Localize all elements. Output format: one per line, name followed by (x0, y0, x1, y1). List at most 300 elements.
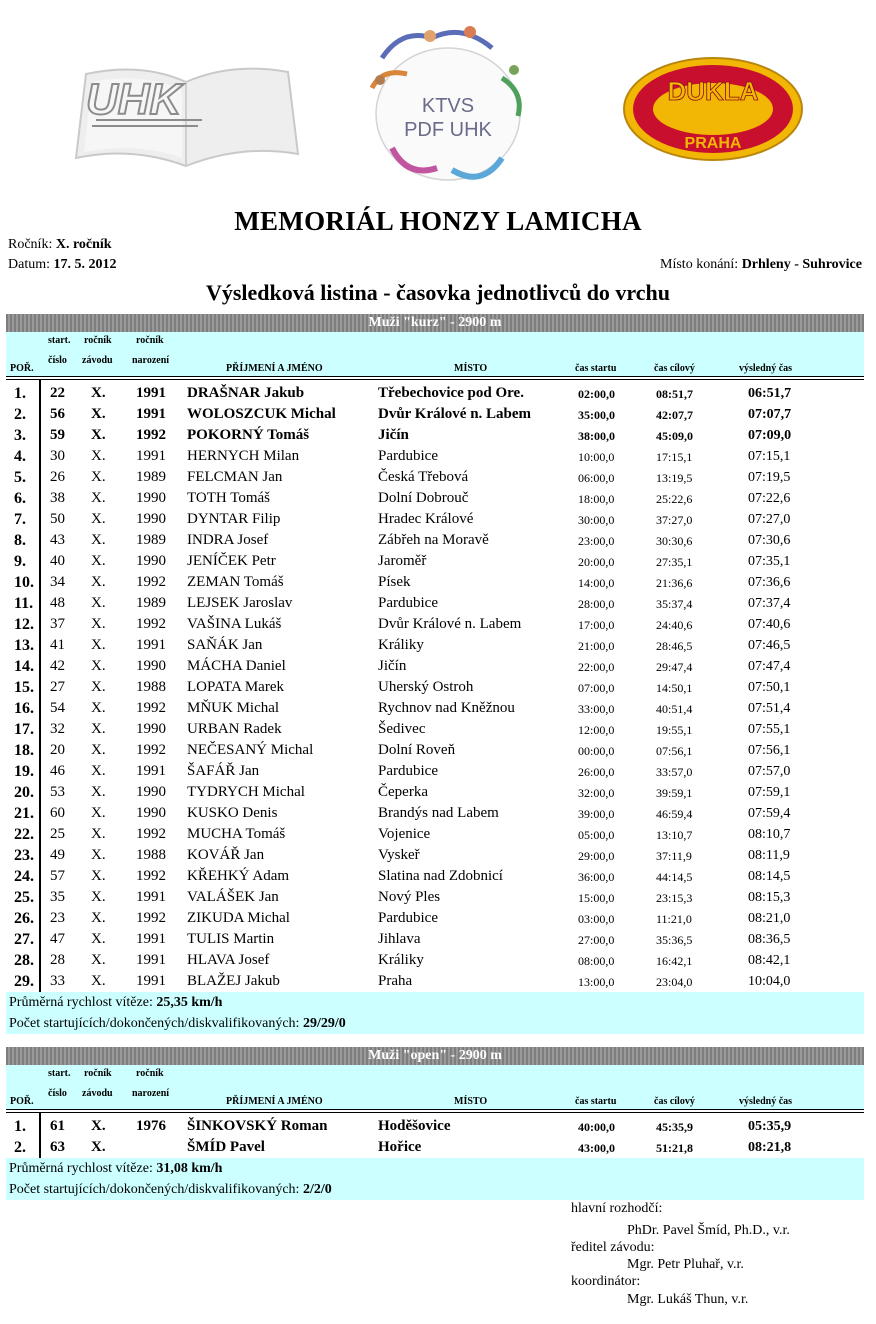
start-number: 38 (50, 490, 65, 506)
competitor-name: ŠINKOVSKÝ Roman (187, 1118, 328, 1134)
col-tfin: čas cílový (654, 1096, 695, 1107)
col-pos: POŘ. (10, 1096, 34, 1107)
finish-time: 13:19,5 (656, 471, 693, 485)
competitor-place: Uherský Ostroh (378, 679, 474, 695)
table-row (6, 782, 864, 803)
finish-time: 51:21,8 (656, 1141, 693, 1155)
start-time: 22:00,0 (578, 660, 615, 674)
competitor-name: HERNYCH Milan (187, 448, 300, 464)
start-time: 43:00,0 (578, 1141, 615, 1155)
position: 3. (14, 427, 26, 444)
results-subtitle: Výsledková listina - časovka jednotlivců do vrchu (205, 280, 671, 305)
birth-year: 1990 (136, 553, 166, 569)
start-number: 37 (50, 616, 65, 632)
start-time: 13:00,0 (578, 975, 615, 989)
start-number: 40 (50, 553, 65, 569)
finish-time: 17:15,1 (656, 450, 693, 464)
birth-year: 1992 (136, 427, 166, 443)
finish-time: 23:04,0 (656, 975, 693, 989)
start-time: 12:00,0 (578, 723, 615, 737)
competitor-place: Vyskeř (378, 847, 420, 863)
competitor-name: DRAŠNAR Jakub (187, 385, 305, 401)
competitor-name: ŠMÍD Pavel (187, 1139, 265, 1155)
competitor-name: TOTH Tomáš (187, 490, 270, 506)
competitor-place: Jičín (378, 658, 407, 674)
column-divider (39, 1113, 41, 1158)
competitor-place: Králiky (378, 952, 424, 968)
results-table-kurz (6, 380, 864, 992)
count-value: 29/29/0 (302, 1016, 346, 1031)
position: 11. (14, 595, 34, 612)
count-label: Počet startujících/dokončených/diskvalifikovaných: (9, 1182, 300, 1197)
race-edition: X. (91, 889, 106, 905)
position: 25. (14, 889, 34, 906)
race-edition: X. (91, 553, 106, 569)
start-time: 15:00,0 (578, 891, 615, 905)
competitor-name: ZIKUDA Michal (187, 910, 290, 926)
competitor-name: URBAN Radek (187, 721, 282, 737)
table-row (6, 719, 864, 740)
birth-year: 1991 (136, 385, 166, 401)
birth-year: 1991 (136, 931, 166, 947)
competitor-place: Třebechovice pod Ore. (378, 385, 524, 401)
finish-time: 46:59,4 (656, 807, 693, 821)
table-row (6, 614, 864, 635)
competitor-name: MÁCHA Daniel (187, 658, 286, 674)
finish-time: 42:07,7 (656, 408, 693, 422)
col-tres: výsledný čas (739, 1096, 793, 1107)
competitor-name: TYDRYCH Michal (187, 784, 305, 800)
table-row (6, 404, 864, 425)
race-edition: X. (91, 973, 106, 989)
position: 14. (14, 658, 34, 675)
finish-time: 33:57,0 (656, 765, 693, 779)
position: 7. (14, 511, 26, 528)
result-time: 08:11,9 (748, 848, 790, 863)
table-row (6, 425, 864, 446)
race-edition: X. (91, 658, 106, 674)
table-row (6, 572, 864, 593)
birth-year: 1988 (136, 679, 166, 695)
result-time: 08:21,0 (748, 911, 791, 926)
competitor-place: Jaroměř (378, 553, 427, 569)
section-summary (6, 992, 864, 1034)
finish-time: 37:11,9 (656, 849, 692, 863)
competitor-name: KUSKO Denis (187, 805, 278, 821)
start-time: 35:00,0 (578, 408, 615, 422)
finish-time: 19:55,1 (656, 723, 693, 737)
finish-time: 13:10,7 (656, 828, 693, 842)
results-table-open (6, 1113, 864, 1158)
result-time: 05:35,9 (748, 1119, 792, 1134)
race-edition: X. (91, 952, 106, 968)
col-place: MÍSTO (454, 363, 488, 374)
position: 8. (14, 532, 26, 549)
race-edition: X. (91, 532, 106, 548)
competitor-place: Dolní Roveň (378, 742, 456, 758)
table-row (6, 551, 864, 572)
birth-year: 1991 (136, 889, 166, 905)
competitor-name: DYNTAR Filip (187, 511, 281, 527)
race-edition: X. (91, 1118, 106, 1134)
position: 1. (14, 385, 26, 402)
misto-line (660, 257, 862, 273)
col-nar-1: ročník (136, 335, 164, 346)
position: 9. (14, 553, 26, 570)
start-number: 34 (50, 574, 65, 590)
table-row (6, 845, 864, 866)
section-title: Muži "kurz" - 2900 m (6, 314, 864, 332)
table-row (6, 824, 864, 845)
competitor-name: BLAŽEJ Jakub (187, 973, 280, 989)
avg-speed-line (6, 992, 864, 1013)
start-time: 02:00,0 (578, 387, 615, 401)
start-time: 20:00,0 (578, 555, 615, 569)
competitor-place: Jihlava (378, 931, 421, 947)
start-time: 38:00,0 (578, 429, 615, 443)
table-row (6, 488, 864, 509)
birth-year: 1992 (136, 826, 166, 842)
start-number: 32 (50, 721, 65, 737)
table-row (6, 656, 864, 677)
birth-year: 1990 (136, 784, 166, 800)
birth-year: 1992 (136, 910, 166, 926)
start-number: 30 (50, 448, 65, 464)
count-label: Počet startujících/dokončených/diskvalifikovaných: (9, 1016, 300, 1031)
competitor-name: INDRA Josef (187, 532, 269, 548)
start-number: 33 (50, 973, 65, 989)
race-edition: X. (91, 805, 106, 821)
table-row (6, 950, 864, 971)
col-name: PŘÍJMENÍ A JMÉNO (226, 1096, 323, 1107)
competitor-name: LEJSEK Jaroslav (187, 595, 293, 611)
race-edition: X. (91, 595, 106, 611)
race-edition: X. (91, 574, 106, 590)
finish-time: 23:15,3 (656, 891, 693, 905)
result-time: 07:15,1 (748, 449, 791, 464)
misto-label: Místo konání: (660, 257, 739, 272)
start-number: 47 (50, 931, 65, 947)
result-time: 08:21,8 (748, 1140, 792, 1155)
column-header (6, 1065, 864, 1109)
col-place: MÍSTO (454, 1096, 488, 1107)
competitor-name: VALÁŠEK Jan (187, 889, 279, 905)
result-time: 07:46,5 (748, 638, 791, 653)
position: 23. (14, 847, 34, 864)
finish-time: 35:36,5 (656, 933, 693, 947)
start-number: 49 (50, 847, 65, 863)
result-time: 07:55,1 (748, 722, 791, 737)
result-time: 07:27,0 (748, 512, 791, 527)
competitor-place: Písek (378, 574, 411, 590)
finish-time: 45:09,0 (656, 429, 693, 443)
competitor-place: Dvůr Králové n. Labem (378, 406, 532, 422)
position: 1. (14, 1118, 26, 1135)
start-number: 27 (50, 679, 65, 695)
competitor-name: ZEMAN Tomáš (187, 574, 284, 590)
race-edition: X. (91, 469, 106, 485)
col-tstart: čas startu (575, 1096, 617, 1107)
finish-time: 11:21,0 (656, 912, 692, 926)
competitor-place: Praha (378, 973, 413, 989)
col-roc-1: ročník (84, 1068, 112, 1079)
sig-role-1: hlavní rozhodčí: (571, 1201, 663, 1216)
table-row (6, 446, 864, 467)
finish-time: 45:35,9 (656, 1120, 693, 1134)
finish-time: 37:27,0 (656, 513, 693, 527)
result-time: 08:36,5 (748, 932, 791, 947)
competitor-place: Jičín (378, 427, 409, 443)
start-time: 07:00,0 (578, 681, 615, 695)
start-time: 06:00,0 (578, 471, 615, 485)
race-edition: X. (91, 679, 106, 695)
col-start-2: číslo (48, 1088, 67, 1099)
table-row (6, 593, 864, 614)
birth-year: 1989 (136, 532, 166, 548)
birth-year: 1991 (136, 448, 166, 464)
table-row (6, 929, 864, 950)
competitor-place: Nový Ples (378, 889, 441, 905)
start-time: 18:00,0 (578, 492, 615, 506)
praha-text: PRAHA (684, 135, 742, 152)
count-line (6, 1013, 864, 1034)
competitor-place: Rychnov nad Kněžnou (378, 700, 515, 716)
result-time: 07:36,6 (748, 575, 791, 590)
start-time: 33:00,0 (578, 702, 615, 716)
finish-time: 44:14,5 (656, 870, 693, 884)
dukla-text: DUKLA (667, 76, 759, 106)
birth-year: 1990 (136, 721, 166, 737)
position: 27. (14, 931, 34, 948)
ktvs-line1: KTVS (421, 95, 475, 117)
start-number: 57 (50, 868, 65, 884)
competitor-place: Brandýs nad Labem (378, 805, 499, 821)
birth-year: 1990 (136, 658, 166, 674)
birth-year: 1991 (136, 406, 166, 422)
table-row (6, 971, 864, 992)
count-value: 2/2/0 (302, 1182, 332, 1197)
table-row (6, 866, 864, 887)
start-number: 63 (50, 1139, 65, 1155)
logo-strip (0, 0, 876, 200)
table-row (6, 908, 864, 929)
race-edition: X. (91, 826, 106, 842)
start-time: 21:00,0 (578, 639, 615, 653)
col-tfin: čas cílový (654, 363, 695, 374)
finish-time: 16:42,1 (656, 954, 693, 968)
result-time: 07:56,1 (748, 743, 791, 758)
position: 6. (14, 490, 26, 507)
finish-time: 14:50,1 (656, 681, 693, 695)
rocnik-value: X. ročník (55, 237, 112, 252)
result-time: 08:42,1 (748, 953, 791, 968)
birth-year: 1991 (136, 637, 166, 653)
start-time: 14:00,0 (578, 576, 615, 590)
competitor-place: Hořice (378, 1139, 422, 1155)
result-time: 07:40,6 (748, 617, 791, 632)
position: 2. (14, 406, 26, 423)
start-number: 28 (50, 952, 65, 968)
col-roc-2: závodu (82, 1088, 113, 1099)
datum-value: 17. 5. 2012 (53, 257, 117, 272)
start-number: 56 (50, 406, 65, 422)
race-edition: X. (91, 868, 106, 884)
table-row (6, 635, 864, 656)
competitor-name: SAŇÁK Jan (187, 637, 263, 653)
start-number: 43 (50, 532, 65, 548)
uhk-logo-text: UHK (86, 75, 182, 124)
finish-time: 27:35,1 (656, 555, 693, 569)
competitor-place: Pardubice (378, 595, 438, 611)
result-time: 07:47,4 (748, 659, 791, 674)
result-time: 07:59,1 (748, 785, 791, 800)
competitor-name: FELCMAN Jan (187, 469, 283, 485)
column-header (6, 332, 864, 376)
start-time: 26:00,0 (578, 765, 615, 779)
birth-year: 1991 (136, 973, 166, 989)
competitor-place: Hradec Králové (378, 511, 474, 527)
competitor-name: WOLOSZCUK Michal (187, 406, 336, 422)
rocnik-line (8, 237, 112, 253)
ktvs-line2: PDF UHK (404, 119, 492, 141)
start-time: 27:00,0 (578, 933, 615, 947)
race-edition: X. (91, 1139, 106, 1155)
race-edition: X. (91, 448, 106, 464)
sig-name-1: PhDr. Pavel Šmíd, Ph.D., v.r. (627, 1223, 790, 1238)
position: 5. (14, 469, 26, 486)
result-time: 07:22,6 (748, 491, 791, 506)
table-row (6, 383, 864, 404)
sig-role-2: ředitel závodu: (571, 1240, 655, 1255)
start-time: 10:00,0 (578, 450, 615, 464)
result-time: 07:19,5 (748, 470, 791, 485)
col-start-1: start. (48, 1068, 71, 1079)
avg-speed-value: 25,35 km/h (156, 995, 223, 1010)
race-edition: X. (91, 637, 106, 653)
result-time: 08:15,3 (748, 890, 791, 905)
competitor-place: Čeperka (378, 784, 428, 800)
competitor-name: LOPATA Marek (187, 679, 284, 695)
start-number: 50 (50, 511, 65, 527)
col-pos: POŘ. (10, 363, 34, 374)
table-row (6, 887, 864, 908)
datum-label: Datum: (8, 257, 50, 272)
race-edition: X. (91, 742, 106, 758)
start-number: 48 (50, 595, 65, 611)
result-time: 07:09,0 (748, 428, 792, 443)
competitor-name: MUCHA Tomáš (187, 826, 286, 842)
table-row (6, 677, 864, 698)
birth-year: 1992 (136, 574, 166, 590)
avg-speed-label: Průměrná rychlost vítěze: (9, 995, 153, 1010)
start-time: 00:00,0 (578, 744, 615, 758)
race-edition: X. (91, 700, 106, 716)
start-number: 25 (50, 826, 65, 842)
birth-year: 1991 (136, 763, 166, 779)
finish-time: 07:56,1 (656, 744, 693, 758)
finish-time: 40:51,4 (656, 702, 693, 716)
table-row (6, 761, 864, 782)
start-number: 23 (50, 910, 65, 926)
result-time: 07:35,1 (748, 554, 791, 569)
col-tstart: čas startu (575, 363, 617, 374)
competitor-place: Pardubice (378, 448, 438, 464)
race-edition: X. (91, 616, 106, 632)
competitor-place: Česká Třebová (378, 469, 469, 485)
position: 21. (14, 805, 34, 822)
start-time: 30:00,0 (578, 513, 615, 527)
start-time: 03:00,0 (578, 912, 615, 926)
avg-speed-label: Průměrná rychlost vítěze: (9, 1161, 153, 1176)
start-time: 39:00,0 (578, 807, 615, 821)
count-line (6, 1179, 864, 1200)
birth-year: 1992 (136, 868, 166, 884)
col-nar-1: ročník (136, 1068, 164, 1079)
position: 29. (14, 973, 34, 990)
race-edition: X. (91, 385, 106, 401)
birth-year: 1990 (136, 490, 166, 506)
start-number: 35 (50, 889, 65, 905)
position: 22. (14, 826, 34, 843)
start-time: 29:00,0 (578, 849, 615, 863)
start-time: 40:00,0 (578, 1120, 615, 1134)
finish-time: 29:47,4 (656, 660, 693, 674)
birth-year: 1988 (136, 847, 166, 863)
competitor-name: MŇUK Michal (187, 700, 280, 716)
finish-time: 21:36,6 (656, 576, 693, 590)
birth-year: 1990 (136, 511, 166, 527)
finish-time: 28:46,5 (656, 639, 693, 653)
section-open (6, 1047, 864, 1200)
start-number: 59 (50, 427, 65, 443)
competitor-place: Zábřeh na Moravě (378, 532, 489, 548)
start-time: 28:00,0 (578, 597, 615, 611)
result-time: 07:57,0 (748, 764, 791, 779)
race-edition: X. (91, 784, 106, 800)
misto-value: Drhleny - Suhrovice (741, 257, 862, 272)
birth-year: 1992 (136, 742, 166, 758)
birth-year: 1991 (136, 952, 166, 968)
table-row (6, 740, 864, 761)
table-row (6, 509, 864, 530)
position: 28. (14, 952, 34, 969)
competitor-place: Dolní Dobrouč (378, 490, 469, 506)
birth-year: 1989 (136, 469, 166, 485)
section-summary (6, 1158, 864, 1200)
birth-year: 1990 (136, 805, 166, 821)
result-time: 07:30,6 (748, 533, 791, 548)
competitor-name: TULIS Martin (187, 931, 275, 947)
start-number: 26 (50, 469, 65, 485)
competitor-name: JENÍČEK Petr (187, 553, 276, 569)
uhk-book-logo (62, 62, 306, 170)
competitor-place: Šedivec (378, 721, 426, 737)
dukla-logo (622, 56, 804, 162)
sig-name-3: Mgr. Lukáš Thun, v.r. (627, 1292, 749, 1307)
start-number: 20 (50, 742, 65, 758)
result-time: 07:07,7 (748, 407, 792, 422)
result-time: 07:50,1 (748, 680, 791, 695)
start-number: 54 (50, 700, 65, 716)
datum-line (8, 257, 117, 273)
position: 13. (14, 637, 34, 654)
competitor-place: Hoděšovice (378, 1118, 451, 1134)
result-time: 06:51,7 (748, 386, 792, 401)
birth-year: 1992 (136, 616, 166, 632)
finish-time: 08:51,7 (656, 387, 693, 401)
sig-role-3: koordinátor: (571, 1274, 641, 1289)
position: 10. (14, 574, 34, 591)
